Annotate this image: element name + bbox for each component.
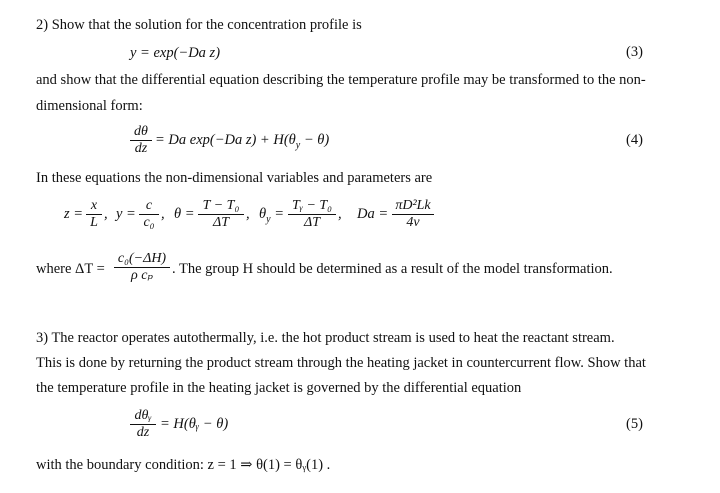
var-theta-num: T − T₀ [198,198,244,215]
var-z-num: x [86,198,102,215]
comma-3: , [246,206,250,222]
comma-4: , [338,206,342,222]
where-lhs: where ΔT = [36,261,105,277]
eq4-denominator: dz [134,141,148,156]
q2-paragraph-1b: dimensional form: [36,98,143,114]
eq5-denominator: dz [136,425,150,440]
q2-intro: 2) Show that the solution for the concentration profile is [36,17,362,33]
boundary-condition: with the boundary condition: z = 1 ⇒ θ(1) = θᵧ(1) . [36,457,331,473]
var-da-lhs: Da = [357,206,389,222]
eq4-rhs-tail: − θ) [300,132,330,148]
var-z-den: L [90,215,98,230]
var-y-den: c₀ [143,215,155,230]
deltaT-den: ρ cₚ [130,268,154,283]
eq4-rhs-main: = Da exp(−Da z) + H(θ [155,132,296,148]
deltaT-fraction [114,251,170,284]
var-theta-lhs: θ = [174,206,195,222]
eq4-rhs [155,132,329,151]
var-thetay-fraction [288,198,336,231]
var-da-fraction [392,198,434,231]
eq3-number: (3) [626,44,643,60]
eq4-number: (4) [626,132,643,148]
var-y-fraction [139,198,159,231]
q3-line-2: This is done by returning the product stream through the heating jacket in countercurrent flow. Show that [36,355,646,371]
q2-paragraph-1: and show that the differential equation describing the temperature profile may be transformed to the non- [36,72,646,88]
var-theta-fraction [198,198,244,231]
q3-line-3: the temperature profile in the heating jacket is governed by the differential equation [36,380,522,396]
where-rest: . The group H should be determined as a result of the model transformation. [172,261,613,277]
var-thetay-eq: = [274,206,284,222]
eq5-fraction [130,408,156,441]
eq4-fraction [130,124,152,157]
var-thetay-sub: y [266,213,271,225]
var-z-fraction [86,198,102,231]
var-y-lhs: y = [116,206,136,222]
eq5-numerator: dθᵧ [130,408,156,425]
eq4-rhs-sub: y [295,139,301,151]
var-da-num: πD²Lk [392,198,434,215]
q3-line-1: 3) The reactor operates autothermally, i.e. the hot product stream is used to heat the reactant stream. [36,330,615,346]
comma-2: , [161,206,165,222]
var-z-lhs: z = [64,206,84,222]
var-theta-den: ΔT [212,215,229,230]
var-thetay-symbol: θ [259,206,267,222]
eq5-number: (5) [626,416,643,432]
deltaT-num: c₀(−ΔH) [114,251,170,268]
var-thetay-num: Tᵧ − T₀ [288,198,336,215]
q2-paragraph-2: In these equations the non-dimensional variables and parameters are [36,170,433,186]
eq4-numerator: dθ [130,124,152,141]
var-da-den: 4v [406,215,420,230]
var-thetay-den: ΔT [303,215,320,230]
var-thetay-lhs [259,206,284,225]
eq3: y = exp(−Da z) [130,45,221,61]
eq5-rhs: = H(θᵧ − θ) [160,416,229,432]
comma-1: , [104,206,108,222]
var-y-num: c [139,198,159,215]
